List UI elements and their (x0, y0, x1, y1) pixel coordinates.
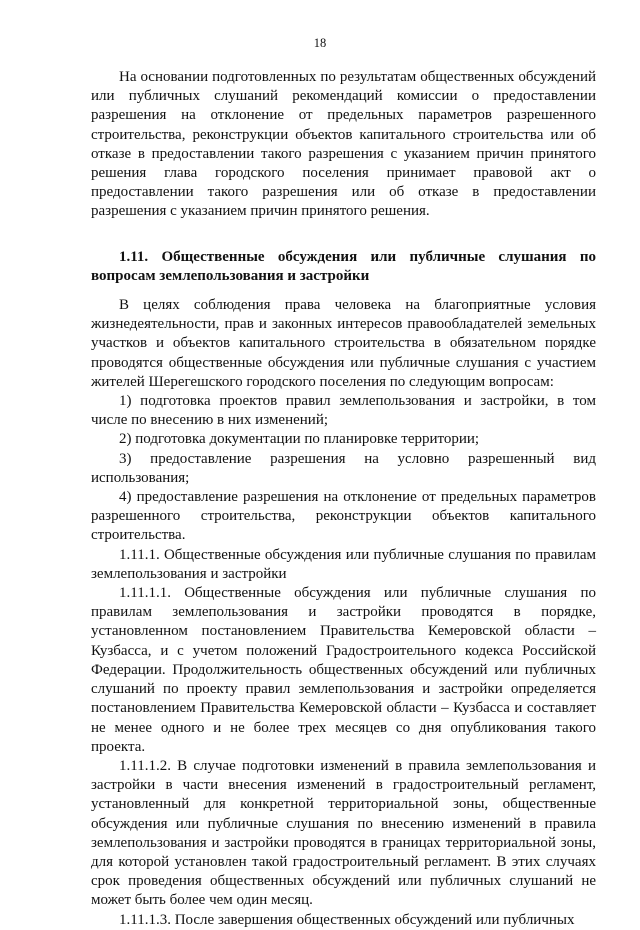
section-heading: 1.11. Общественные обсуждения или публичные слушания по вопросам землепользования и застройки (91, 248, 596, 284)
list-item: 1) подготовка проектов правил землепользования и застройки, в том числе по внесению в них изменений; (91, 393, 596, 429)
page-number: 18 (313, 36, 327, 50)
list-item: 2) подготовка документации по планировке территории; (119, 431, 480, 448)
clause-1-11-1-2: 1.11.1.2. В случае подготовки изменений в правила землепользования и застройки в части внесения изменений в градостроительный регламент, установленный для конкретной территориальной зоны, общественные обсуждения или публичные слушания по внесению изменений в правила землепользования и застройки проводятся в границах территориальной зоны, для которой установлен такой градостроительный регламент. В этих случаях срок проведения общественных обсуждений или публичных слушаний не может быть более чем один месяц. (91, 757, 596, 909)
clause-1-11-1-3: 1.11.1.3. После завершения общественных обсуждений или публичных (119, 911, 575, 928)
goal-paragraph: В целях соблюдения права человека на благоприятные условия жизнедеятельности, прав и законных интересов правообладателей земельных участков и объектов капитального строительства в обязательном порядке проводятся общественные обсуждения или публичные слушания с участием жителей Шерегешского городского поселения по следующим вопросам: (91, 297, 596, 390)
subsection-1-11-1: 1.11.1. Общественные обсуждения или публичные слушания по правилам землепользования и застройки (91, 546, 596, 582)
list-item: 3) предоставление разрешения на условно разрешенный вид использования; (91, 450, 596, 486)
list-item: 4) предоставление разрешения на отклонение от предельных параметров разрешенного строительства, реконструкции объектов капитального строительства. (91, 489, 596, 544)
document-body (91, 68, 596, 930)
intro-paragraph: На основании подготовленных по результатам общественных обсуждений или публичных слушаний рекомендаций комиссии о предоставлении разрешения на отклонение от предельных параметров разрешенного строительства, реконструкции объектов капитального строительства или об отказе в предоставлении такого разрешения с указанием причин принятого решения глава городского поселения принимает правовой акт о предоставлении такого разрешения или об отказе в предоставлении разрешения с указанием причин принятого решения. (91, 69, 596, 220)
clause-1-11-1-1: 1.11.1.1. Общественные обсуждения или публичные слушания по правилам землепользования и застройки проводятся в порядке, установленном постановлением Правительства Кемеровской области – Кузбасса, и с учетом положений Градостроительного кодекса Российской Федерации. Продолжительность общественных обсуждений или публичных слушаний по проекту правил землепользования и застройки определяется постановлением Правительства Кемеровской области – Кузбасса и составляет не менее одного и не более трех месяцев со дня опубликования такого проекта. (91, 585, 596, 755)
